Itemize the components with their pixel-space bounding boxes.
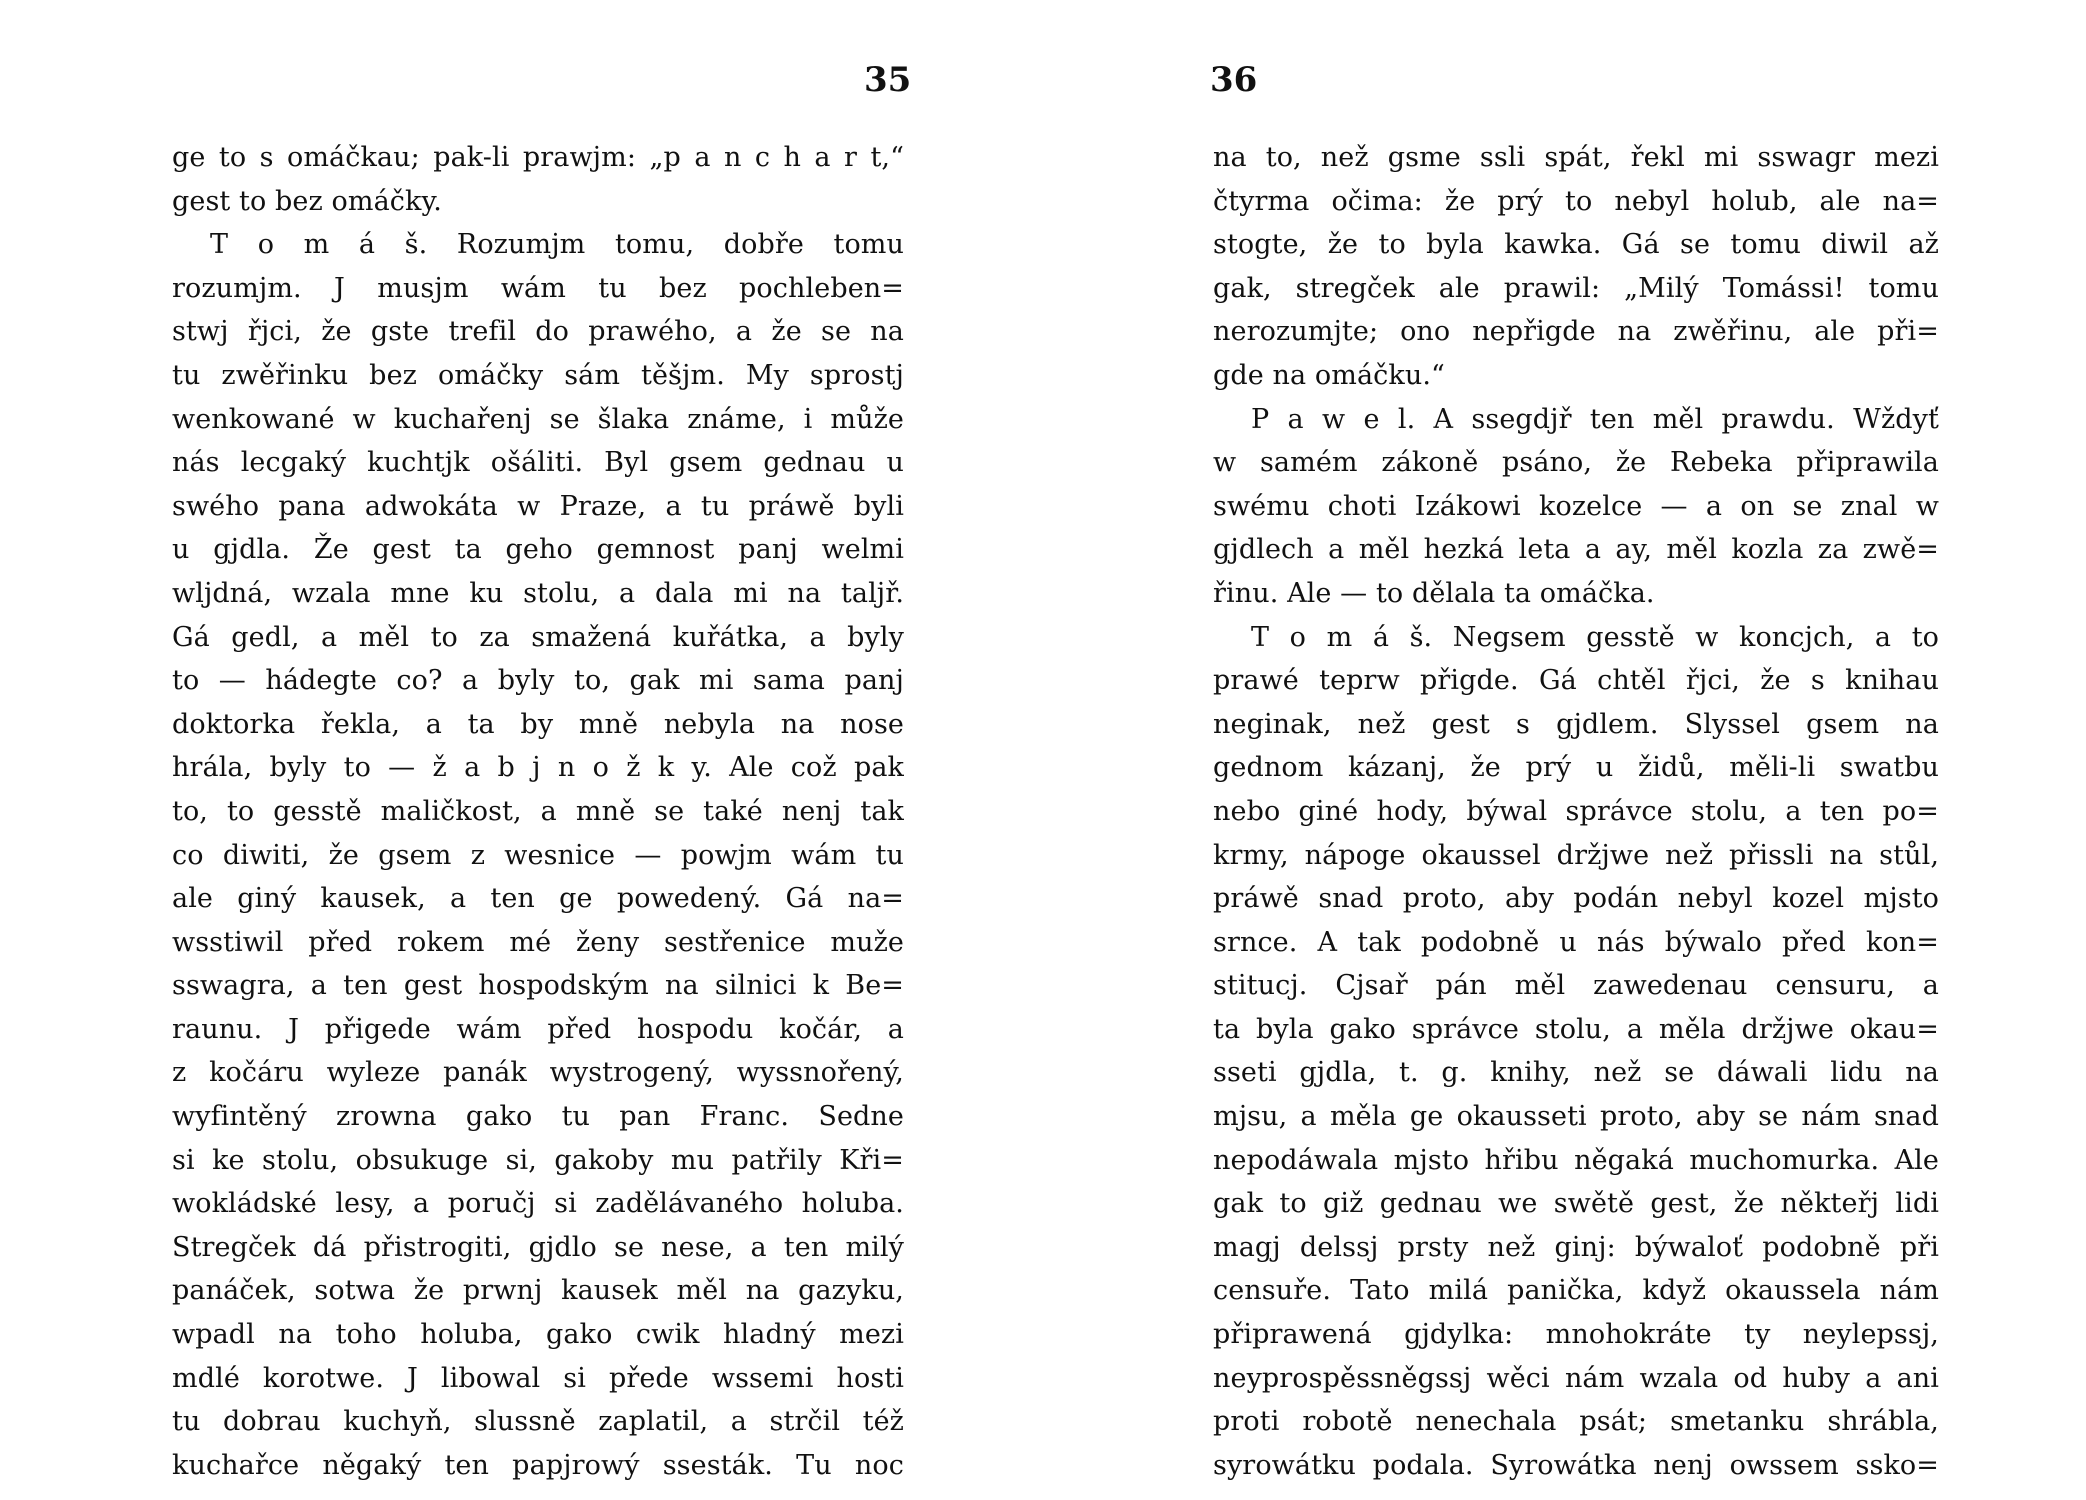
text-line: práwě snad proto, aby podán nebyl kozel mjsto [1213,883,1939,915]
text-line: sseti gjdla, t. g. knihy, než se dáwali lidu na [1213,1057,1939,1089]
text-line: gjdlech a měl hezká leta a ay, měl kozla za zwě= [1213,534,1939,566]
text-line: neyprospěssněgssj wěci nám wzala od huby a ani [1213,1362,1939,1394]
text-line: mdlé korotwe. J libowal si přede wssemi hosti [172,1362,904,1394]
text-line: nás lecgaký kuchtjk ošáliti. Byl gsem gednau u [172,447,904,479]
text-line: ale giný kausek, a ten ge powedený. Gá na= [172,883,904,915]
text-line: gde na omáčku.“ [1213,359,1445,391]
text-block-left [172,136,904,1487]
text-line: kuchařce něgaký ten papjrowý ssesták. Tu noc [172,1449,904,1481]
text-line: magj delssj prsty než ginj: býwaloť podobně při [1213,1231,1939,1263]
text-line: stogte, že to byla kawka. Gá se tomu diwil až [1213,229,1939,261]
text-block-right [1213,136,1939,1487]
text-line: panáček, sotwa že prwnj kausek měl na gazyku, [172,1275,904,1307]
text-line: čtyrma očima: že prý to nebyl holub, ale na= [1213,185,1939,217]
text-line: neginak, než gest s gjdlem. Slyssel gsem na [1213,708,1939,740]
text-line: wokládské lesy, a poručj si zadělávaného holuba. [172,1188,904,1220]
text-line: sswagra, a ten gest hospodským na silnici k Be= [172,970,904,1002]
text-line: připrawená gjdylka: mnohokráte ty neylepssj, [1213,1319,1939,1351]
text-line: gak to giž gednau we swětě gest, že někteřj lidi [1213,1188,1939,1220]
text-line: censuře. Tato milá panička, když okaussela nám [1213,1275,1939,1307]
text-line: Gá gedl, a měl to za smažená kuřátka, a byly [172,621,904,653]
text-line: gak, stregček ale prawil: „Milý Tomássi! tomu [1213,272,1939,304]
text-line: na to, než gsme ssli spát, řekl mi sswagr mezi [1213,142,1939,173]
text-line: T o m á š. Rozumjm tomu, dobře tomu [210,229,904,261]
text-line: wsstiwil před rokem mé ženy sestřenice muže [172,926,904,958]
text-line: z kočáru wyleze panák wystrogený, wyssnořený, [172,1057,904,1089]
text-line: to — hádegte co? a byly to, gak mi sama panj [172,665,904,697]
text-line: P a w e l. A ssegdjř ten měl prawdu. Wždyť [1251,403,1939,435]
text-line: stwj řjci, že gste trefil do prawého, a že se na [172,316,904,348]
text-line: wpadl na toho holuba, gako cwik hladný mezi [172,1319,904,1351]
text-line: T o m á š. Negsem gesstě w koncjch, a to [1251,621,1939,653]
text-line: nebo giné hody, býwal správce stolu, a ten po= [1213,795,1939,827]
text-line: srnce. A tak podobně u nás býwalo před kon= [1213,926,1939,958]
text-line: swého pana adwokáta w Praze, a tu práwě byli [172,490,904,522]
text-line: doktorka řekla, a ta by mně nebyla na nose [172,708,904,740]
text-line: wyfintěný zrowna gako tu pan Franc. Sedne [172,1101,904,1133]
text-line: wljdná, wzala mne ku stolu, a dala mi na taljř. [172,577,904,609]
text-line: nepodáwala mjsto hřibu něgaká muchomurka. Ale [1213,1144,1939,1176]
text-line: tu zwěřinku bez omáčky sám těšjm. My sprostj [172,359,904,391]
text-line: Stregček dá přistrogiti, gjdlo se nese, a ten milý [172,1231,904,1263]
text-line: mjsu, a měla ge okausseti proto, aby se nám snad [1213,1101,1939,1133]
text-line: u gjdla. Že gest ta geho gemnost panj welmi [172,534,904,566]
right-page [1043,0,2086,1500]
text-line: swému choti Izákowi kozelce — a on se znal w [1213,490,1939,522]
text-line: si ke stolu, obsukuge si, gakoby mu patřily Kři= [172,1144,904,1176]
text-line: stitucj. Cjsař pán měl zawedenau censuru, a [1213,970,1939,1002]
text-line: gest to bez omáčky. [172,185,442,217]
page-number-right: 36 [1210,60,1258,100]
text-line: wenkowané w kuchařenj se šlaka známe, i může [172,403,904,435]
text-line: řinu. Ale — to dělala ta omáčka. [1213,577,1655,609]
text-line: rozumjm. J musjm wám tu bez pochleben= [172,272,904,304]
text-line: hrála, byly to — ž a b j n o ž k y. Ale což pak [172,752,904,784]
text-line: prawé teprw přigde. Gá chtěl řjci, že s knihau [1213,665,1939,697]
text-line: syrowátku podala. Syrowátka nenj owssem ssko= [1213,1449,1939,1481]
text-line: raunu. J přigede wám před hospodu kočár, a [172,1013,904,1045]
text-line: ge to s omáčkau; pak-li prawjm: „p a n c h a r t,“ [172,142,904,173]
text-line: proti robotě nenechala psát; smetanku shrábla, [1213,1406,1939,1438]
text-line: gednom kázanj, že prý u židů, měli-li swatbu [1213,752,1939,784]
text-line: nerozumjte; ono nepřigde na zwěřinu, ale při= [1213,316,1939,348]
text-line: co diwiti, že gsem z wesnice — powjm wám tu [172,839,904,871]
text-line: w samém zákoně psáno, že Rebeka připrawila [1213,447,1939,479]
text-line: to, to gesstě maličkost, a mně se také nenj tak [172,795,904,827]
page-number-left: 35 [864,60,912,100]
text-line: tu dobrau kuchyň, slussně zaplatil, a strčil též [172,1406,904,1438]
text-line: krmy, nápoge okaussel držjwe než přissli na stůl, [1213,839,1939,871]
text-line: ta byla gako správce stolu, a měla držjwe okau= [1213,1013,1939,1045]
